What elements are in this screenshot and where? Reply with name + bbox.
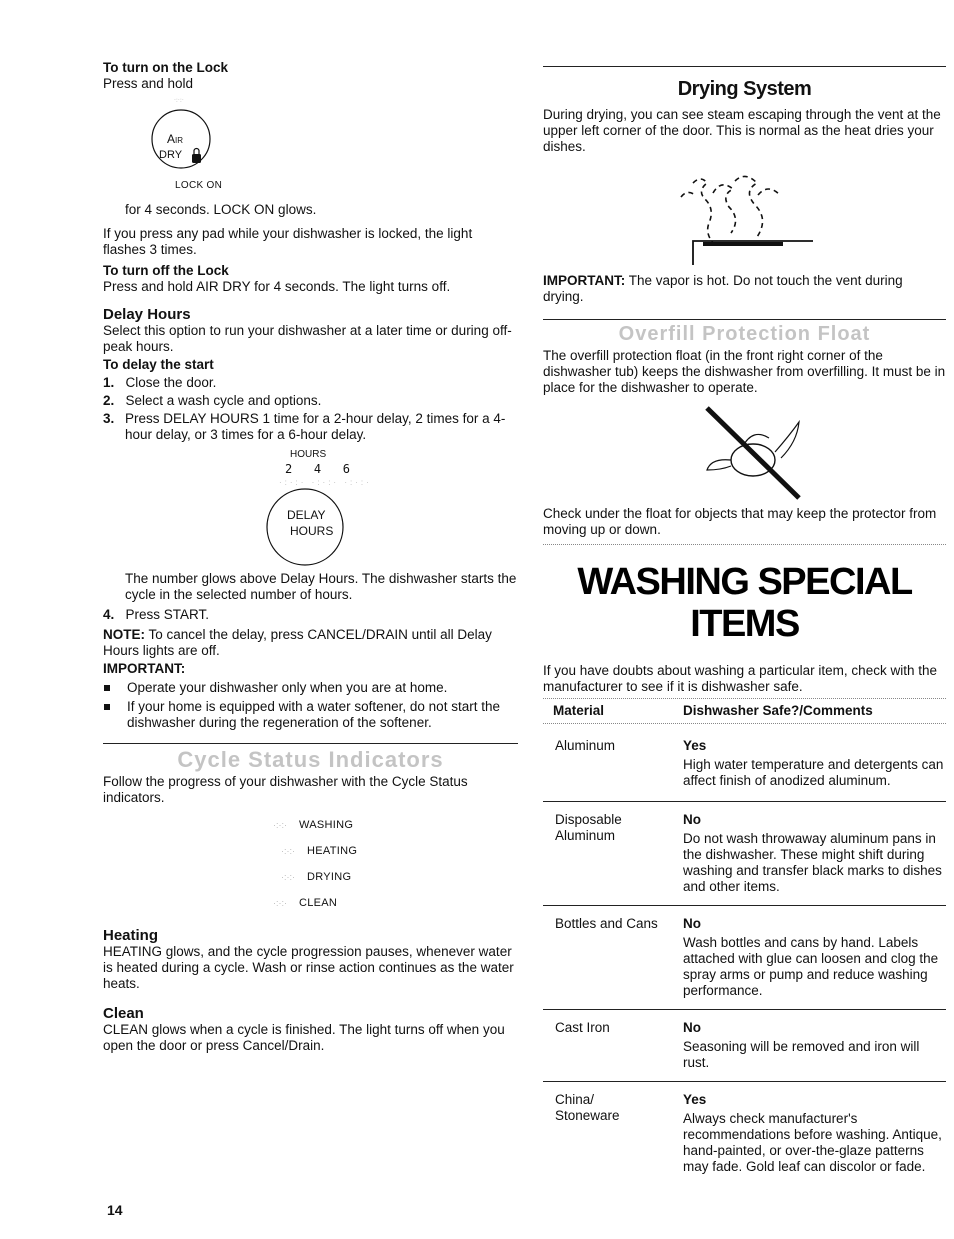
air-dry-button-illustration	[141, 92, 518, 192]
overfill-heading: Overfill Protection Float	[618, 323, 871, 345]
indicator-washing: ·:·:· WASHING	[273, 819, 354, 831]
delay-start-heading: To delay the start	[103, 357, 214, 372]
row-material: Disposable Aluminum	[555, 812, 622, 843]
delay-hours-illustration	[263, 445, 518, 571]
float-icon	[703, 406, 813, 502]
dry-label: DRY	[159, 149, 183, 161]
col-material-header: Material	[553, 703, 605, 718]
hours-glow-icon: ·:·:· ·:·:· ·:·:·	[279, 478, 372, 487]
table-row	[543, 724, 946, 801]
table-row	[543, 802, 946, 905]
indicator-drying: ·:·:· DRYING	[281, 871, 352, 883]
glow-icon: ·:·:·	[273, 898, 287, 908]
row-comments: No Seasoning will be removed and iron will rust.	[683, 1020, 920, 1070]
row-comments: Yes High water temperature and detergents can affect finish of anodized aluminum.	[683, 738, 944, 788]
row-material: Bottles and Cans	[555, 916, 658, 931]
lock-on-heading: To turn on the Lock	[103, 60, 228, 75]
table-row	[543, 906, 946, 1009]
washing-intro: If you have doubts about washing a particular item, check with the manufacturer to see if it is dishwasher safe.	[543, 663, 937, 694]
drying-important: IMPORTANT: The vapor is hot. Do not touch the vent during drying.	[543, 273, 903, 304]
items-table	[543, 699, 946, 1175]
row-material: China/ Stoneware	[555, 1092, 620, 1123]
row-comments: No Wash bottles and cans by hand. Labels attached with glue can loosen and clog the spray arms or pump and reduce washing performance.	[683, 916, 939, 998]
heating-text: HEATING glows, and the cycle progression pauses, whenever water is heated during a cycle. Wash or rinse action continues as the water heats.	[103, 944, 514, 991]
delay-intro: Select this option to run your dishwasher at a later time or during off-peak hours.	[103, 323, 512, 354]
important-bullet: Operate your dishwasher only when you are at home.	[103, 680, 518, 696]
delay-important-label: IMPORTANT:	[103, 661, 186, 676]
hours-label: HOURS	[290, 524, 334, 538]
steam-icon	[663, 163, 823, 273]
left-column	[103, 60, 518, 1054]
air-dry-button-icon	[141, 92, 231, 182]
row-comments: Yes Always check manufacturer's recommendations before washing. Antique, hand-painted, or over-the-glaze patterns may fade. Gold leaf can discolor or fade.	[683, 1092, 942, 1174]
delay-hours-heading: Delay Hours	[103, 306, 191, 323]
steam-vent-illustration	[543, 155, 946, 279]
page-number: 14	[107, 1202, 123, 1218]
lock-locked-note: If you press any pad while your dishwasher is locked, the light flashes 3 times.	[103, 226, 473, 257]
hours-indicator-values: 2 4 6	[285, 462, 351, 476]
glow-icon: ·:·:·	[281, 846, 295, 856]
top-rule	[543, 66, 946, 67]
indicator-clean: ·:·:· CLEAN	[273, 897, 338, 909]
delay-step: 3. Press DELAY HOURS 1 time for a 2-hour delay, 2 times for a 4-hour delay, or 3 times for a 6-hour delay.	[103, 411, 506, 442]
table-header	[543, 699, 946, 723]
table-row	[543, 1010, 946, 1081]
delay-important-list	[103, 680, 518, 731]
overfill-float-illustration	[543, 396, 946, 506]
dotted-divider	[543, 544, 946, 545]
section-divider	[103, 743, 518, 744]
drying-text: During drying, you can see steam escaping through the vent at the upper left corner of the door. This is normal as the heat dries your dishes.	[543, 107, 941, 154]
row-material: Aluminum	[555, 738, 616, 753]
lock-on-label: LOCK ON	[175, 180, 223, 191]
hours-indicator-label: HOURS	[290, 449, 327, 460]
delay-glows-text: The number glows above Delay Hours. The dishwasher starts the cycle in the selected number of hours.	[125, 571, 517, 602]
delay-label: DELAY	[287, 508, 326, 522]
washing-title-line2: ITEMS	[690, 603, 799, 645]
washing-title-line1: WASHING SPECIAL	[577, 561, 912, 603]
cycle-status-heading: Cycle Status Indicators	[177, 747, 444, 772]
delay-note: NOTE: To cancel the delay, press CANCEL/DRAIN until all Delay Hours lights are off.	[103, 627, 492, 658]
delay-step-4: 4. Press START.	[103, 607, 210, 622]
row-material: Cast Iron	[555, 1020, 610, 1035]
row-comments: No Do not wash throwaway aluminum pans in the dishwasher. These might shift during washing and transfer black marks to dishes and other items.	[683, 812, 942, 894]
indicator-heading: ·:·:· HEATING	[281, 845, 358, 857]
air-label: Air	[167, 132, 184, 146]
clean-text: CLEAN glows when a cycle is finished. The light turns off when you open the door or press Cancel/Drain.	[103, 1022, 505, 1053]
lock-press-hold: Press and hold	[103, 76, 194, 91]
cycle-status-indicators	[103, 812, 518, 916]
right-column	[543, 60, 946, 1175]
cycle-status-intro: Follow the progress of your dishwasher with the Cycle Status indicators.	[103, 774, 468, 805]
overfill-check-text: Check under the float for objects that may keep the protector from moving up or down.	[543, 506, 937, 537]
svg-text:·:·:·: ·:·:·	[174, 97, 184, 104]
col-safe-header: Dishwasher Safe?/Comments	[683, 703, 873, 718]
overfill-text: The overfill protection float (in the front right corner of the dishwasher tub) keeps the dishwasher from overfilling. It must be in place for the dishwasher to operate.	[543, 348, 946, 395]
table-row	[543, 1082, 946, 1175]
glow-icon: ·:·:·	[273, 820, 287, 830]
section-divider	[543, 319, 946, 320]
delay-steps	[103, 375, 518, 443]
lock-seconds-text: for 4 seconds. LOCK ON glows.	[125, 202, 317, 217]
glow-icon: ·:·:·	[281, 872, 295, 882]
lock-off-heading: To turn off the Lock	[103, 263, 229, 278]
clean-heading: Clean	[103, 1005, 144, 1022]
heating-heading: Heating	[103, 927, 159, 944]
delay-step: 1. Close the door.	[103, 375, 217, 390]
drying-heading: Drying System	[677, 78, 812, 100]
important-bullet: If your home is equipped with a water softener, do not start the dishwasher during the regeneration of the softener.	[103, 699, 518, 731]
delay-step: 2. Select a wash cycle and options.	[103, 393, 322, 408]
lock-off-text: Press and hold AIR DRY for 4 seconds. The light turns off.	[103, 279, 451, 294]
